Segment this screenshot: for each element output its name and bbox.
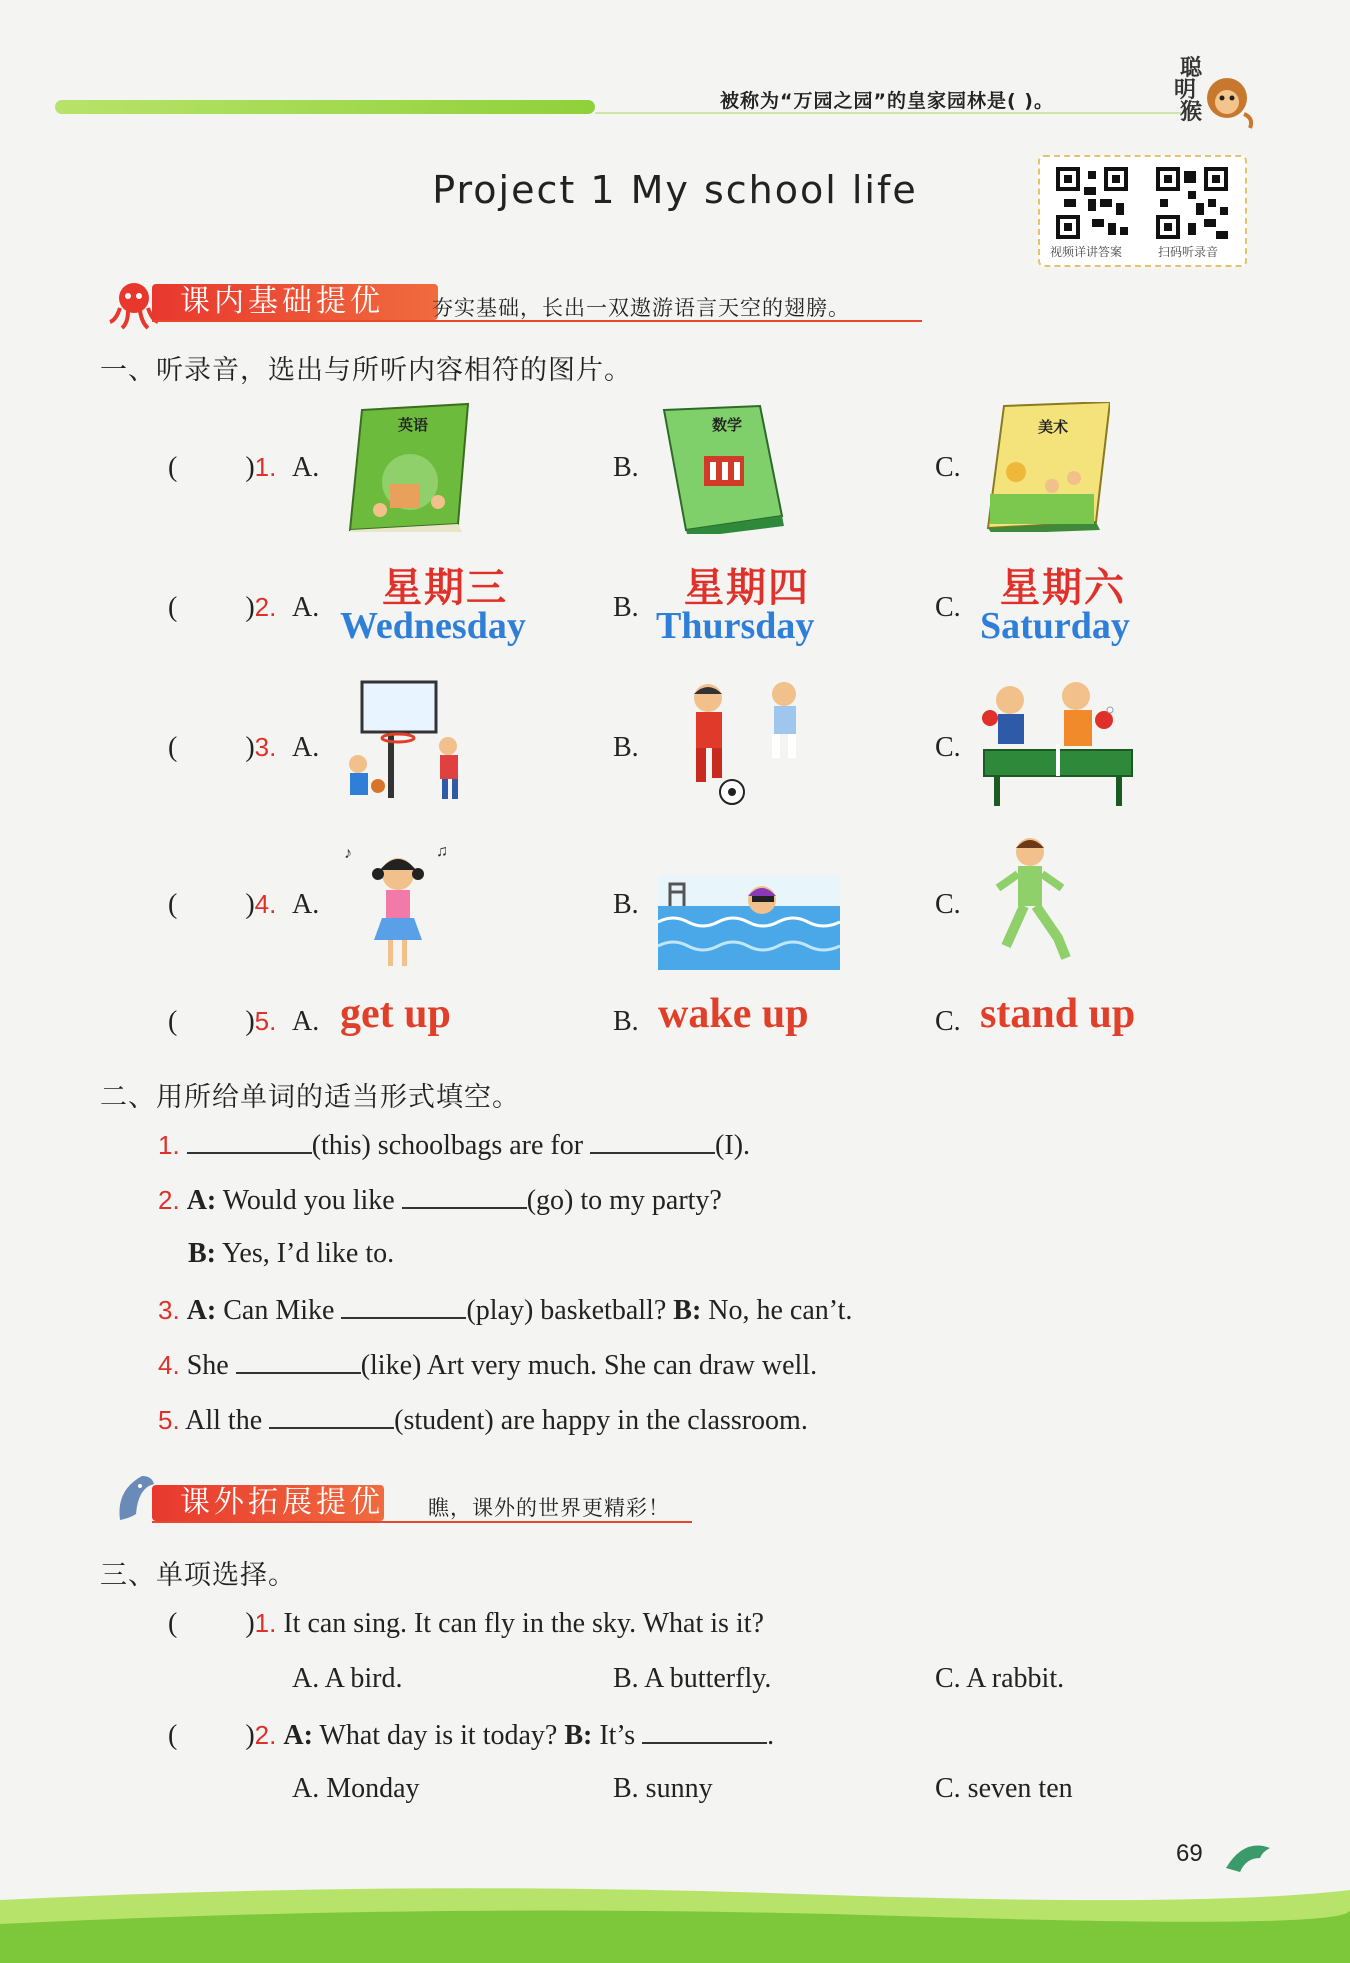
football-picture[interactable]: [656, 680, 836, 812]
mc-option[interactable]: A. Monday: [292, 1773, 420, 1804]
book-title: 数学: [712, 416, 743, 434]
day-english[interactable]: Saturday: [980, 605, 1130, 647]
singing-girl-picture[interactable]: [340, 840, 460, 972]
qr-code-icon[interactable]: [1152, 163, 1232, 243]
header-green-bar: [55, 100, 595, 114]
phrase-option[interactable]: stand up: [980, 991, 1136, 1037]
question-row: ( )5.: [168, 1006, 277, 1037]
part1-heading: 一、听录音，选出与所听内容相符的图片。: [100, 355, 632, 386]
book-title: 美术: [1038, 418, 1069, 436]
option-a-label: A.: [292, 1006, 320, 1037]
ping-pong-picture[interactable]: [980, 680, 1140, 812]
question-number: 4.: [254, 889, 277, 919]
swimming-picture[interactable]: [658, 876, 840, 970]
option-b-label: B.: [613, 452, 639, 483]
footer-wave: [0, 1880, 1350, 1963]
qr-label-audio: 扫码听录音: [1158, 245, 1219, 259]
running-boy-picture[interactable]: [980, 836, 1080, 972]
qr-panel: [1038, 155, 1247, 267]
phrase-option[interactable]: wake up: [658, 991, 809, 1037]
mascot-char-3: 猴: [1180, 100, 1203, 125]
question-row: ( )1.: [168, 452, 277, 483]
section-banner-basic: 课内基础提优: [152, 284, 438, 320]
option-c-label: C.: [935, 1006, 961, 1037]
page-number: 69: [1176, 1840, 1203, 1867]
mascot-char-2: 明: [1174, 78, 1197, 103]
question-row: ( )4.: [168, 889, 277, 920]
section-subtitle-basic: 夯实基础，长出一双遨游语言天空的翅膀。: [432, 296, 850, 320]
part2-heading: 二、用所给单词的适当形式填空。: [100, 1082, 520, 1113]
book-title: 英语: [398, 416, 429, 434]
option-b-label: B.: [613, 1006, 639, 1037]
fill-item: 1. (this) schoolbags are for (I).: [158, 1130, 751, 1161]
svg-text:♪: ♪: [344, 845, 352, 862]
fill-item: 3. A: Can Mike (play) basketball? B: No, he can’t.: [158, 1295, 853, 1326]
answer-blank[interactable]: [590, 1128, 715, 1154]
mascot-label: [1174, 56, 1203, 125]
option-c-label: C.: [935, 592, 961, 623]
dolphin-icon: [1222, 1838, 1274, 1878]
basketball-picture[interactable]: [338, 680, 478, 810]
mc-option[interactable]: C. A rabbit.: [935, 1663, 1065, 1694]
question-number: 3.: [254, 732, 277, 762]
art-book-picture[interactable]: [980, 402, 1110, 532]
option-a-label: A.: [292, 592, 320, 623]
question-number: 5.: [254, 1006, 277, 1036]
monkey-icon: [1200, 70, 1255, 130]
fill-item: 4. She (like) Art very much. She can draw well.: [158, 1350, 818, 1381]
answer-blank[interactable]: [341, 1293, 466, 1319]
header-trivia: 被称为“万园之园”的皇家园林是( )。: [720, 90, 1054, 112]
day-chinese[interactable]: 星期六: [1000, 565, 1126, 611]
option-b-label: B.: [613, 889, 639, 920]
qr-label-video: 视频详讲答案: [1050, 245, 1123, 259]
mc-question: ( )1. It can sing. It can fly in the sky. What is it?: [168, 1608, 764, 1639]
option-a-label: A.: [292, 452, 320, 483]
option-b-label: B.: [613, 592, 639, 623]
section-subtitle-extended: 瞧，课外的世界更精彩！: [428, 1496, 670, 1520]
qr-code-icon[interactable]: [1052, 163, 1132, 243]
question-number: 1.: [254, 452, 277, 482]
answer-blank[interactable]: [402, 1183, 527, 1209]
day-english[interactable]: Thursday: [656, 605, 815, 647]
mc-option[interactable]: B. A butterfly.: [613, 1663, 772, 1694]
question-row: ( )2.: [168, 592, 277, 623]
svg-text:♫: ♫: [436, 843, 448, 860]
mc-option[interactable]: B. sunny: [613, 1773, 713, 1804]
section-rule: [152, 1521, 692, 1523]
answer-blank[interactable]: [269, 1403, 394, 1429]
english-book-picture[interactable]: [340, 402, 470, 532]
option-a-label: A.: [292, 732, 320, 763]
question-number: 2.: [254, 592, 277, 622]
mc-option[interactable]: A. A bird.: [292, 1663, 403, 1694]
option-c-label: C.: [935, 889, 961, 920]
option-b-label: B.: [613, 732, 639, 763]
mascot-char-1: 聪: [1180, 56, 1203, 81]
fill-item: B: Yes, I’d like to.: [188, 1238, 395, 1269]
answer-blank[interactable]: [187, 1128, 312, 1154]
fill-item: 5. All the (student) are happy in the classroom.: [158, 1405, 808, 1436]
page-title: Project 1 My school life: [432, 168, 918, 212]
mc-question: ( )2. A: What day is it today? B: It’s .: [168, 1720, 775, 1751]
option-a-label: A.: [292, 889, 320, 920]
option-c-label: C.: [935, 452, 961, 483]
section-rule: [152, 320, 922, 322]
option-c-label: C.: [935, 732, 961, 763]
answer-blank[interactable]: [236, 1348, 361, 1374]
day-chinese[interactable]: 星期四: [684, 565, 810, 611]
mc-option[interactable]: C. seven ten: [935, 1773, 1073, 1804]
phrase-option[interactable]: get up: [340, 991, 451, 1037]
day-chinese[interactable]: 星期三: [382, 565, 508, 611]
part3-heading: 三、单项选择。: [100, 1560, 296, 1591]
question-row: ( )3.: [168, 732, 277, 763]
section-banner-extended: 课外拓展提优: [152, 1485, 384, 1521]
day-english[interactable]: Wednesday: [340, 605, 526, 647]
math-book-picture[interactable]: [660, 404, 790, 534]
fill-item: 2. A: Would you like (go) to my party?: [158, 1185, 722, 1216]
answer-blank[interactable]: [642, 1718, 767, 1744]
